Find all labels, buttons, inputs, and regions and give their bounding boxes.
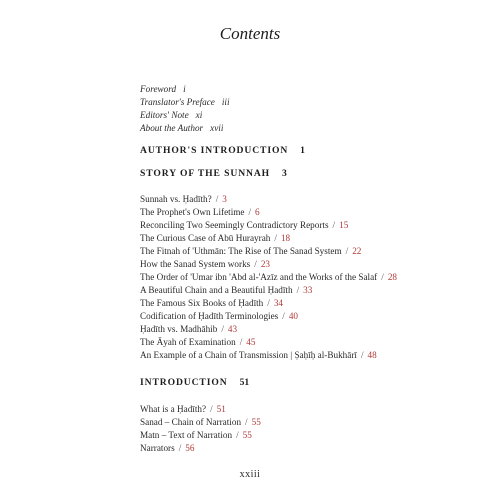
entry-title: Narrators xyxy=(140,443,175,453)
entry-page: 15 xyxy=(339,220,349,230)
toc-front-entry[interactable] xyxy=(140,96,230,108)
entry-title: A Beautiful Chain and a Beautiful Ḥadīth xyxy=(140,285,293,295)
entry-title: The Āyah of Examination xyxy=(140,337,236,347)
entry-separator: / xyxy=(221,324,224,334)
toc-entry[interactable] xyxy=(140,323,237,335)
entry-title: The Curious Case of Abū Hurayrah xyxy=(140,233,271,243)
entry-separator: / xyxy=(381,272,384,282)
entry-separator: / xyxy=(274,233,277,243)
toc-entry[interactable] xyxy=(140,206,260,218)
toc-entry[interactable] xyxy=(140,245,361,257)
entry-page: 33 xyxy=(303,285,313,295)
entry-separator: / xyxy=(345,246,349,256)
entry-separator: / xyxy=(267,298,270,308)
entry-page: i xyxy=(183,84,186,94)
entry-separator: / xyxy=(254,259,257,269)
entry-title: How the Sanad System works xyxy=(140,259,251,269)
entry-title: Translator's Preface xyxy=(140,97,215,107)
entry-page: 48 xyxy=(367,350,377,360)
entry-separator: / xyxy=(360,350,364,360)
entry-title: The Prophet's Own Lifetime xyxy=(140,207,245,217)
entry-page: 55 xyxy=(242,430,252,440)
entry-separator: / xyxy=(215,194,219,204)
entry-title: Foreword xyxy=(140,84,177,94)
entry-title: Editors' Note xyxy=(140,110,189,120)
toc-entry[interactable] xyxy=(140,232,290,244)
entry-page: xvii xyxy=(210,123,224,133)
section-page: 51 xyxy=(239,377,250,388)
entry-title: The Order of 'Umar ibn 'Abd al-'Azīz and the Works of the Salaf xyxy=(140,272,378,282)
section-page: 1 xyxy=(300,145,305,156)
entry-title: The Fitnah of 'Uthmān: The Rise of The Sanad System xyxy=(140,246,342,256)
entry-separator: / xyxy=(236,430,239,440)
entry-title: Ḥadīth vs. Madhāhib xyxy=(140,324,218,334)
toc-entry[interactable] xyxy=(140,429,252,441)
entry-separator: / xyxy=(245,417,248,427)
entry-title: Reconciling Two Seemingly Contradictory Reports xyxy=(140,220,329,230)
entry-title: Matn – Text of Narration xyxy=(140,430,233,440)
toc-entry[interactable] xyxy=(140,284,312,296)
entry-title: About the Author xyxy=(140,123,204,133)
entry-separator: / xyxy=(296,285,300,295)
section-title: INTRODUCTION xyxy=(140,377,228,388)
toc-entry[interactable] xyxy=(140,193,227,205)
entry-page: 23 xyxy=(260,259,270,269)
entry-page: 45 xyxy=(246,337,256,347)
toc-entry[interactable] xyxy=(140,442,194,454)
entry-title: Codification of Ḥadīth Terminologies xyxy=(140,311,279,321)
entry-page: 22 xyxy=(352,246,362,256)
section-page: 3 xyxy=(282,168,287,179)
entry-page: 34 xyxy=(273,298,284,308)
entry-page: 40 xyxy=(288,311,299,321)
entry-page: 51 xyxy=(216,404,226,414)
section-title: STORY OF THE SUNNAH xyxy=(140,168,271,179)
entry-separator: / xyxy=(210,404,213,414)
toc-front-entry[interactable] xyxy=(140,109,202,121)
toc-section-heading[interactable] xyxy=(140,377,249,389)
toc-entry[interactable] xyxy=(140,310,298,322)
entry-separator: / xyxy=(178,443,182,453)
entry-title: What is a Ḥadīth? xyxy=(140,404,207,414)
toc-entry[interactable] xyxy=(140,297,283,309)
toc-entry[interactable] xyxy=(140,219,348,231)
toc-entry[interactable] xyxy=(140,336,255,348)
entry-page: 43 xyxy=(227,324,238,334)
toc-front-entry[interactable] xyxy=(140,122,223,134)
page-number: xxiii xyxy=(239,469,261,480)
toc-entry[interactable] xyxy=(140,416,261,428)
entry-separator: / xyxy=(248,207,252,217)
toc-entry[interactable] xyxy=(140,349,377,361)
entry-page: iii xyxy=(221,97,230,107)
entry-page: 3 xyxy=(222,194,227,204)
entry-page: 56 xyxy=(185,443,195,453)
entry-title: The Famous Six Books of Ḥadīth xyxy=(140,298,264,308)
toc-section-heading[interactable] xyxy=(140,145,305,157)
entry-page: xi xyxy=(195,110,203,120)
entry-page: 18 xyxy=(280,233,291,243)
entry-title: Sunnah vs. Ḥadīth? xyxy=(140,194,212,204)
entry-separator: / xyxy=(332,220,336,230)
entry-title: An Example of a Chain of Transmission | Ṣaḥīḥ al-Bukhārī xyxy=(140,350,357,360)
entry-page: 55 xyxy=(251,417,261,427)
entry-title: Sanad – Chain of Narration xyxy=(140,417,242,427)
toc-section-heading[interactable] xyxy=(140,168,287,180)
page-title: Contents xyxy=(219,24,281,43)
section-title: AUTHOR'S INTRODUCTION xyxy=(140,145,289,156)
entry-separator: / xyxy=(282,311,285,321)
toc-entry[interactable] xyxy=(140,271,397,283)
entry-page: 28 xyxy=(387,272,397,282)
toc-entry[interactable] xyxy=(140,258,270,270)
toc-entry[interactable] xyxy=(140,403,226,415)
toc-front-entry[interactable] xyxy=(140,83,186,95)
entry-page: 6 xyxy=(255,207,260,217)
entry-separator: / xyxy=(239,337,243,347)
